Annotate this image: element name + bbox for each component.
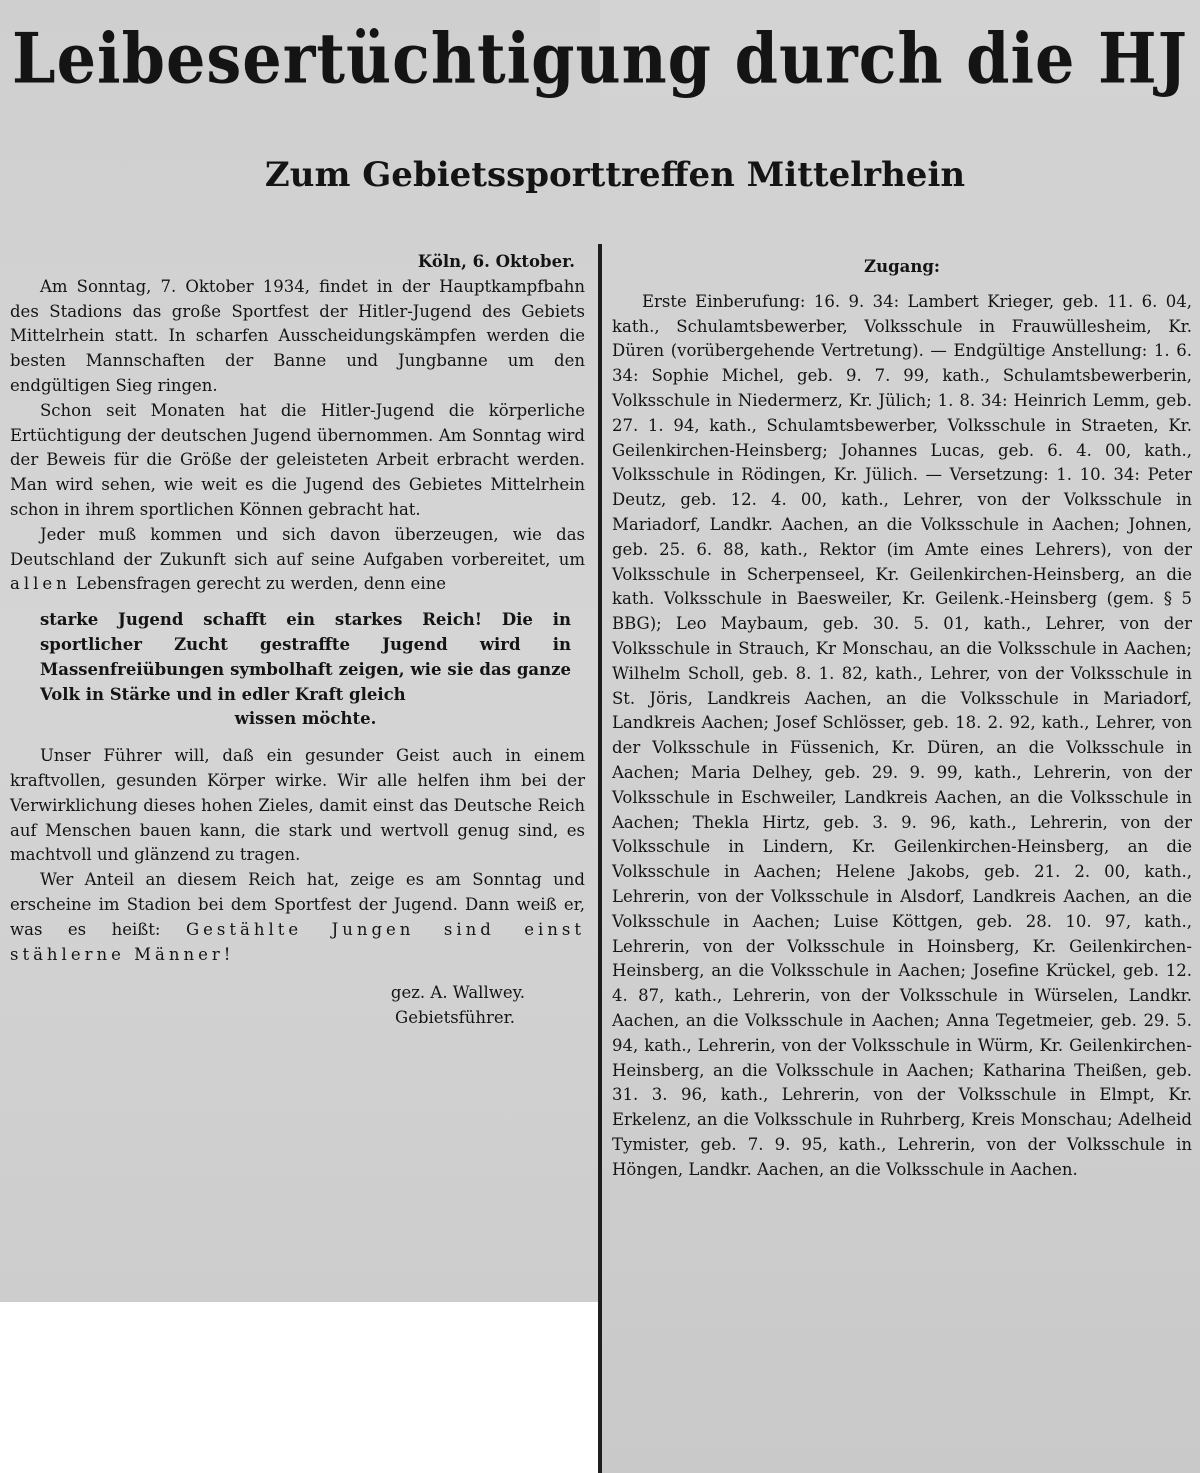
- notices-heading: Zugang:: [864, 257, 940, 276]
- headline: Leibesertüchtigung durch die HJ: [12, 17, 1188, 100]
- article-paragraph-1: Am Sonntag, 7. Oktober 1934, findet in der Hauptkampfbahn des Stadions das große Sportfest der Hitler-Jugend des Gebiets Mittelrhein statt. In scharfen Ausscheidungskämpfen werden die besten Mannschaften der Banne und Jungbanne um den endgültigen Sieg ringen.: [10, 276, 585, 395]
- paragraph-3-end: Lebensfragen gerecht zu werden, denn eine: [76, 574, 446, 594]
- subheadline: Zum Gebietssporttreffen Mittelrhein: [264, 155, 966, 195]
- right-column-notices: [612, 255, 1192, 1182]
- paragraph-3-start: Jeder muß kommen und sich davon überzeugen, wie das Deutschland der Zukunft sich auf seine Aufgaben vorbereitet, um: [10, 524, 585, 569]
- emphasis-main: starke Jugend schafft ein starkes Reich! Die in sportlicher Zucht gestraffte Jugend wird in Massenfreiübungen symbolhaft zeigen, wie sie das ganze Volk in Stärke und in edler Kraft gleich: [40, 610, 571, 704]
- emphasis-block: [40, 608, 571, 732]
- paragraph-3-spaced-word: allen: [10, 574, 71, 594]
- notices-paragraph: Erste Einberufung: 16. 9. 34: Lambert Krieger, geb. 11. 6. 04, kath., Schulamtsbewerber, Volksschule in Frauwüllesheim, Kr. Düren (vorübergehende Vertretung). — Endgültige Anstellung: 1. 6. 34: Sophie Michel, geb. 9. 7. 99, kath., Schulamtsbewerberin, Volksschule in Niedermerz, Kr. Jülich; 1. 8. 34: Heinrich Lemm, geb. 27. 1. 94, kath., Schulamtsbewerber, Volksschule in Straeten, Kr. Geilenkirchen-Heinsberg; Johannes Lucas, geb. 6. 4. 00, kath., Volksschule in Rödingen, Kr. Jülich. — Versetzung: 1. 10. 34: Peter Deutz, geb. 12. 4. 00, kath., Lehrer, von der Volksschule in Mariadorf, Landkr. Aachen, an die Volksschule in Aachen; Johnen, geb. 25. 6. 88, kath., Rektor (im Amte eines Lehrers), von der Volksschule in Scherpenseel, Kr. Geilenkirchen-Heinsberg, an die kath. Volksschule in Baesweiler, Kr. Geilenk.-Heinsberg (gem. § 5 BBG); Leo Maybaum, geb. 30. 5. 01, kath., Lehrer, von der Volksschule in Strauch, Kr Monschau, an die Volksschule in Aachen; Wilhelm Scholl, geb. 8. 1. 82, kath., Lehrer, von der Volksschule in St. Jöris, Landkreis Aachen, an die Volksschule in Mariadorf, Landkreis Aachen; Josef Schlösser, geb. 18. 2. 92, kath., Lehrer, von der Volksschule in Füssenich, Kr. Düren, an die Volksschule in Aachen; Maria Delhey, geb. 29. 9. 99, kath., Lehrerin, von der Volksschule in Eschweiler, Landkreis Aachen, an die Volksschule in Aachen; Thekla Hirtz, geb. 3. 9. 96, kath., Lehrerin, von der Volksschule in Lindern, Kr. Geilenkirchen-Heinsberg, an die Volksschule in Aachen; Helene Jakobs, geb. 21. 2. 00, kath., Lehrerin, von der Volksschule in Alsdorf, Landkreis Aachen, an die Volksschule in Aachen; Luise Köttgen, geb. 28. 10. 97, kath., Lehrerin, von der Volksschule in Hoinsberg, Kr. Geilenkirchen-Heinsberg, an die Volksschule in Aachen; Josefine Krückel, geb. 12. 4. 87, kath., Lehrerin, von der Volksschule in Würselen, Landkr. Aachen, an die Volksschule in Aachen; Anna Tegetmeier, geb. 29. 5. 94, kath., Lehrerin, von der Volksschule in Würm, Kr. Geilenkirchen-Heinsberg, an die Volksschule in Aachen; Katharina Theißen, geb. 31. 3. 96, kath., Lehrerin, von der Volksschule in Elmpt, Kr. Erkelenz, an die Volksschule in Ruhrberg, Kreis Monschau; Adelheid Tymister, geb. 7. 9. 95, kath., Lehrerin, von der Volksschule in Höngen, Landkr. Aachen, an die Volksschule in Aachen.: [612, 291, 1192, 1179]
- signature: gez. A. Wallwey.: [390, 983, 525, 1003]
- left-column-article: [10, 250, 585, 1031]
- paragraph-5-start: Wer Anteil an diesem Reich hat, zeige es am Sonntag und erscheine im Stadion bei dem Sportfest der Jugend. Dann weiß er, was es heißt:: [10, 870, 585, 939]
- article-paragraph-2: Schon seit Monaten hat die Hitler-Jugend die körperliche Ertüchtigung der deutschen Jugend übernommen. Am Sonntag wird der Beweis für die Größe der geleisteten Arbeit erbracht werden. Man wird sehen, wie weit es die Jugend des Gebietes Mittelrhein schon in ihrem sportlichen Können gebracht hat.: [10, 400, 585, 519]
- column-divider: [598, 244, 602, 1473]
- paragraph-5-spaced-slogan: Gestählte Jungen sind einst stählerne Männer!: [10, 919, 586, 964]
- article-paragraph-4: Unser Führer will, daß ein gesunder Geist auch in einem kraftvollen, gesunden Körper wirke. Wir alle helfen ihm bei der Verwirklichung dieses hohen Zieles, damit einst das Deutsche Reich auf Menschen bauen kann, die stark und wertvoll genug sind, es machtvoll und glänzend zu tragen.: [10, 746, 585, 865]
- article-paragraph-5: [10, 868, 585, 967]
- dateline: Köln, 6. Oktober.: [417, 252, 575, 271]
- emphasis-last-line: wissen möchte.: [234, 709, 377, 729]
- article-paragraph-3: [10, 523, 585, 597]
- signature-title: Gebietsführer.: [395, 1008, 515, 1028]
